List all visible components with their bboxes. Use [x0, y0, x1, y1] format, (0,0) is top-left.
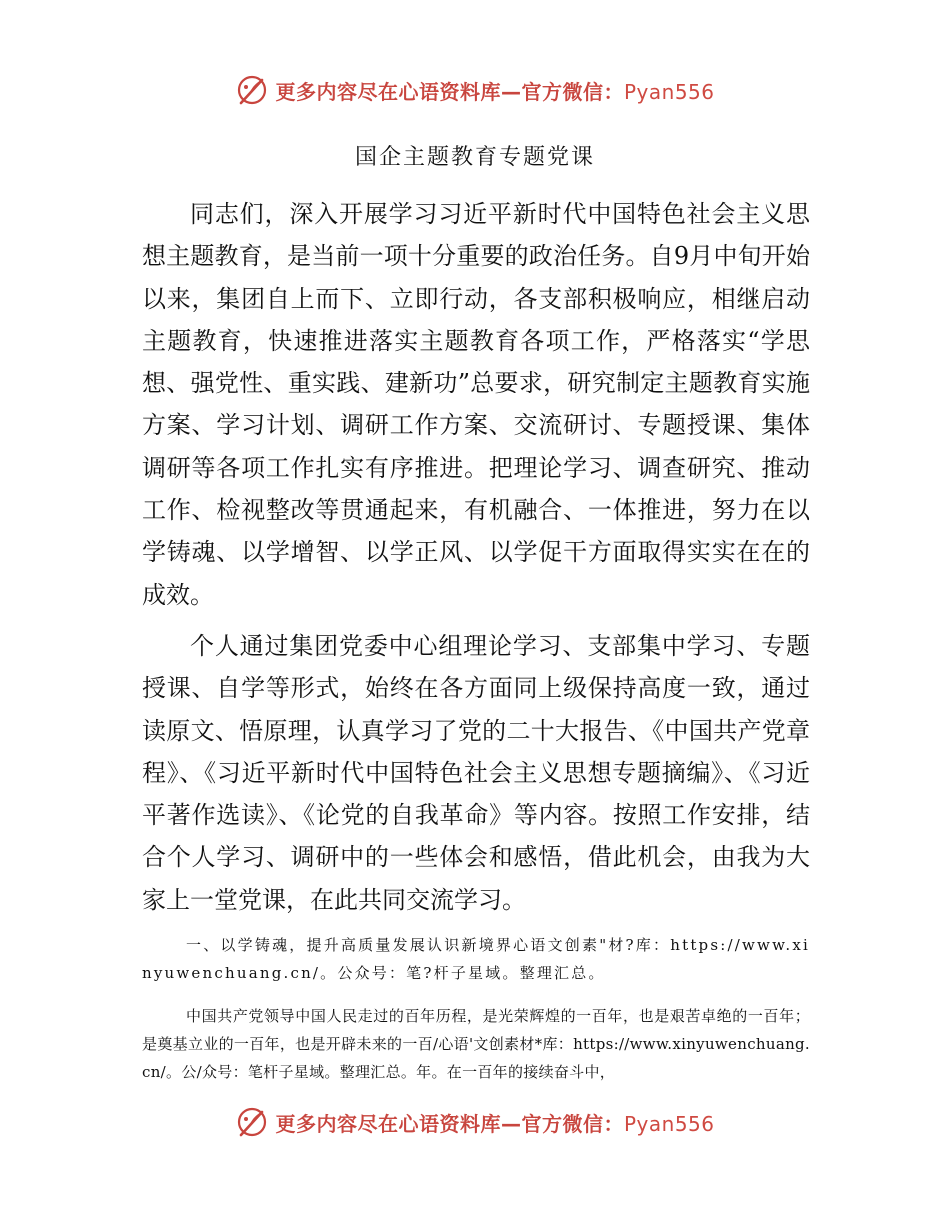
body-paragraph: 个人通过集团党委中心组理论学习、支部集中学习、专题授课、自学等形式，始终在各方面同上级保持高度一致，通过读原文、悟原理，认真学习了党的二十大报告、《中国共产党章程》、《习近平新时代中国特色社会主义思想专题摘编》、《习近平著作选读》、《论党的自我革命》等内容。按照工作安排，结合个人学习、调研中的一些体会和感悟，借此机会，由我为大家上一堂党课，在此共同交流学习。	[142, 632, 810, 914]
quill-logo-icon	[235, 73, 269, 107]
document-title: 国企主题教育专题党课	[354, 145, 595, 170]
small-paragraph: 中国共产党领导中国人民走过的百年历程，是光荣辉煌的一百年，也是艰苦卓绝的一百年；是奠基立业的一百年，也是开辟未来的一百/心语'文创素材*库：https://www.xinyuwenchuang.cn/。公/众号：笔杆子星域。整理汇总。年。在一百年的接续奋斗中，	[142, 1007, 810, 1081]
section-heading-paragraph: 一、以学铸魂，提升高质量发展认识新境界心语文创素"材?库：https://www.xinyuwenchuang.cn/。公众号：笔?杆子星域。整理汇总。	[142, 936, 810, 982]
body-paragraph: 同志们，深入开展学习习近平新时代中国特色社会主义思想主题教育，是当前一项十分重要的政治任务。自9月中旬开始以来，集团自上而下、立即行动，各支部积极响应，相继启动主题教育，快速推进落实主题教育各项工作，严格落实“学思想、强党性、重实践、建新功”总要求，研究制定主题教育实施方案、学习计划、调研工作方案、交流研讨、专题授课、集体调研等各项工作扎实有序推进。把理论学习、调查研究、推动工作、检视整改等贯通起来，有机融合、一体推进，努力在以学铸魂、以学增智、以学正风、以学促干方面取得实实在在的成效。	[142, 200, 810, 609]
banner-wechat-handle: Pyan556	[623, 79, 715, 104]
footer-watermark-banner	[0, 1102, 950, 1142]
banner-text: 更多内容尽在心语资料库—官方微信：	[275, 79, 624, 104]
quill-logo-icon	[235, 1105, 269, 1139]
header-watermark-banner	[0, 70, 950, 110]
banner-text: 更多内容尽在心语资料库—官方微信：	[275, 1111, 624, 1136]
banner-wechat-handle: Pyan556	[623, 1111, 715, 1136]
